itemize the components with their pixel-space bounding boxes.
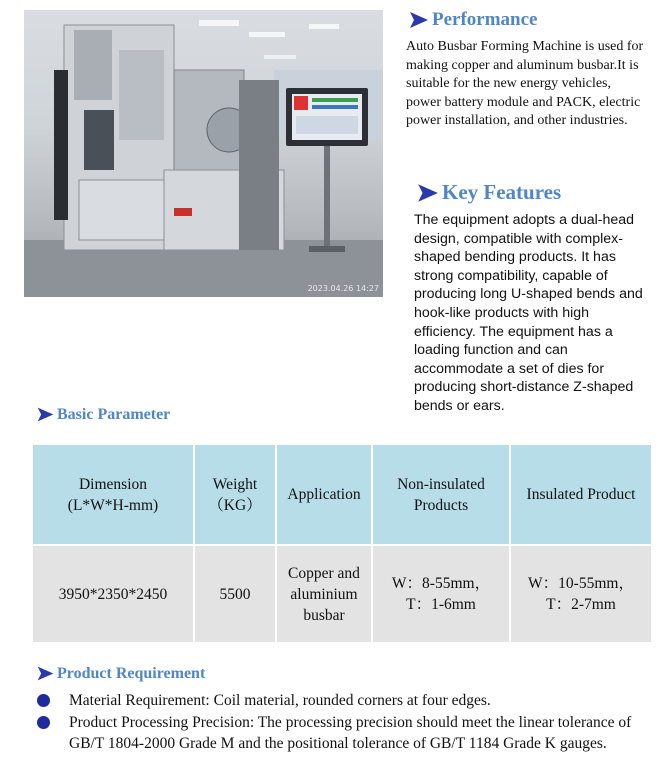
- list-item: Product Processing Precision: The processing precision should meet the linear tolerance of GB/T 1804-2000 Grade M and the positional tolerance of GB/T 1184 Grade K gauges.: [36, 712, 646, 755]
- bullet-icon: [37, 716, 50, 729]
- parameter-table: [31, 443, 653, 644]
- header-application: Application: [277, 445, 371, 544]
- product-requirement-heading-text: Product Requirement: [57, 664, 206, 682]
- requirement-list: [36, 690, 646, 755]
- performance-heading-text: Performance: [432, 9, 538, 30]
- cell-application: Copper and aluminium busbar: [277, 546, 371, 642]
- key-features-heading: [416, 180, 561, 205]
- bullet-icon: [37, 694, 50, 707]
- basic-parameter-heading-text: Basic Parameter: [57, 405, 171, 423]
- performance-heading: [408, 9, 538, 31]
- header-weight: Weight （KG）: [195, 445, 275, 544]
- arrow-icon: [36, 664, 55, 683]
- arrow-icon: [416, 181, 440, 205]
- cell-insulated: W：10-55mm， T：2-7mm: [511, 546, 651, 642]
- key-features-text: The equipment adopts a dual-head design, compatible with complex-shaped bending products. It has strong compatibility, capable of producing long U-shaped bends and hook-like products with high efficiency. The equipment has a loading function and can accommodate a set of dies for producing short-distance Z-shaped bends or ears.: [414, 212, 643, 414]
- product-requirement-heading: [36, 664, 205, 683]
- header-dimension: Dimension (L*W*H-mm): [33, 445, 193, 544]
- list-item: Material Requirement: Coil material, rounded corners at four edges.: [36, 690, 646, 712]
- header-insulated: Insulated Product: [511, 445, 651, 544]
- arrow-icon: [408, 9, 430, 31]
- table-row: [33, 546, 651, 642]
- cell-non-insulated: W：8-55mm， T：1-6mm: [373, 546, 509, 642]
- photo-timestamp: 2023.04.26 14:27: [307, 284, 379, 293]
- table-header-row: [33, 445, 651, 544]
- key-features-heading-text: Key Features: [442, 180, 562, 204]
- machine-photo: [24, 10, 383, 297]
- basic-parameter-heading: [36, 405, 170, 424]
- arrow-icon: [36, 405, 55, 424]
- header-non-insulated: Non-insulated Products: [373, 445, 509, 544]
- machine-illustration: [24, 10, 383, 297]
- cell-dimension: 3950*2350*2450: [33, 546, 193, 642]
- performance-text: Auto Busbar Forming Machine is used for making copper and aluminum busbar.It is suitable for the new energy vehicles, power battery module and PACK, electric power installation, and other industries.: [406, 39, 644, 129]
- cell-weight: 5500: [195, 546, 275, 642]
